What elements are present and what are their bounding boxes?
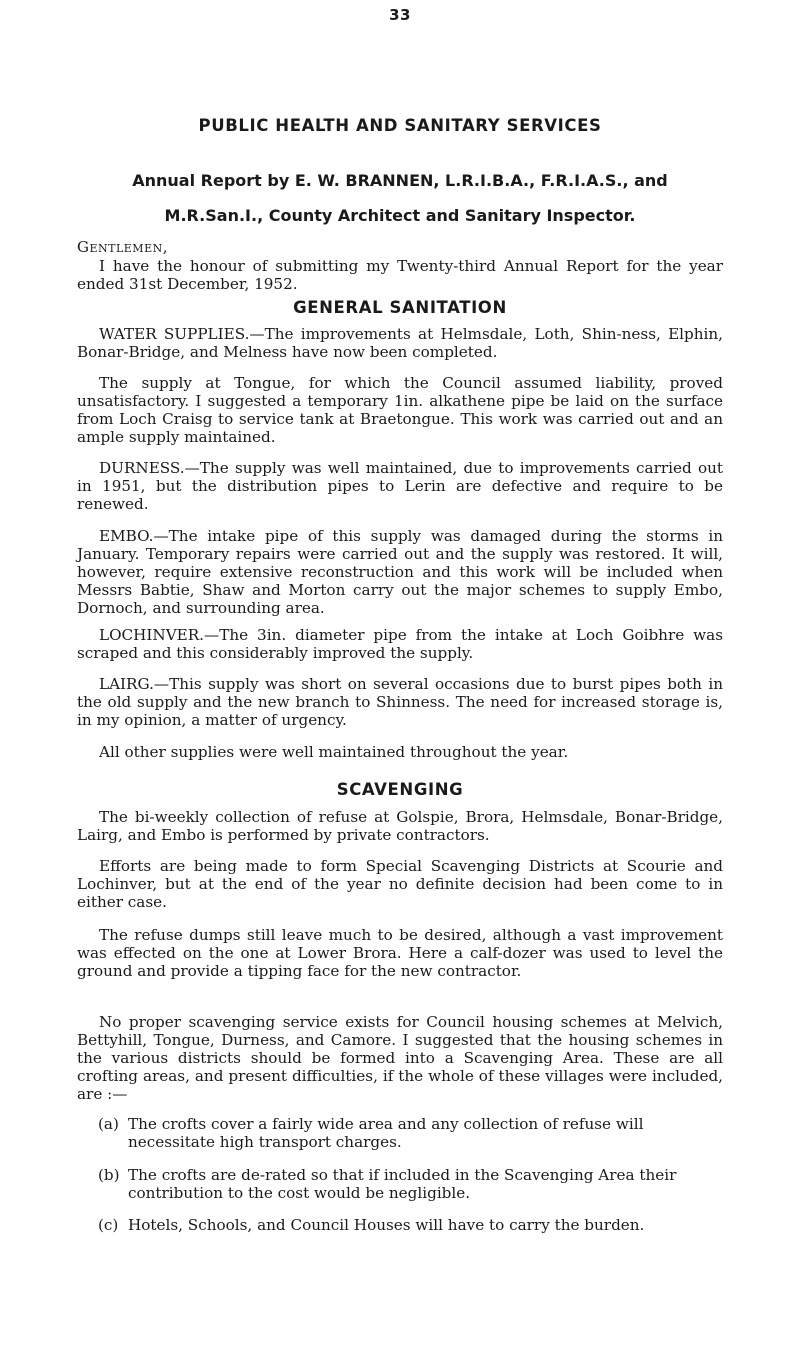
paragraph-other-supplies: All other supplies were well maintained throughout the year. [99,743,569,761]
list-item-text: Hotels, Schools, and Council Houses will have to carry the burden. [128,1216,645,1234]
list-item-text: The crofts are de-rated so that if included in the Scavenging Area their contribution to the cost would be negligible. [128,1166,677,1202]
page-number: 33 [389,6,411,24]
list-marker: (b) [98,1166,120,1184]
page-title: PUBLIC HEALTH AND SANITARY SERVICES [198,116,602,135]
salutation: Gentlemen, [77,238,168,256]
list-item [98,1115,723,1151]
list-item [98,1216,723,1234]
list-marker: (a) [98,1115,119,1133]
paragraph-housing-schemes: No proper scavenging service exists for Council housing schemes at Melvich, Bettyhill, Tongue, Durness, and Camore. I suggested that the housing schemes in the various districts should be formed into a Scavenging Area. These are all crofting areas, and present difficulties, if the whole of these villages were included, are :— [77,1013,723,1103]
paragraph-lochinver: LOCHINVER.—The 3in. diameter pipe from the intake at Loch Goibhre was scraped and this considerably improved the supply. [77,626,723,662]
paragraph-refuse-dumps: The refuse dumps still leave much to be desired, although a vast improvement was effected on the one at Lower Brora. Here a calf-dozer was used to level the ground and provide a tipping face for the new contractor. [77,926,723,980]
paragraph-refuse-collection: The bi-weekly collection of refuse at Golspie, Brora, Helmsdale, Bonar-Bridge, Lairg, and Embo is performed by private contractors. [77,808,723,844]
section-heading-general-sanitation: GENERAL SANITATION [293,298,507,317]
report-author-line-2: M.R.San.I., County Architect and Sanitary Inspector. [164,206,636,225]
paragraph-water-supplies: WATER SUPPLIES.—The improvements at Helmsdale, Loth, Shin-ness, Elphin, Bonar-Bridge, and Melness have now been completed. [77,325,723,361]
paragraph-embo: EMBO.—The intake pipe of this supply was damaged during the storms in January. Temporary repairs were carried out and the supply was restored. It will, however, require extensive reconstruction and this work will be included when Messrs Babtie, Shaw and Morton carry out the major schemes to supply Embo, Dornoch, and surrounding area. [77,527,723,617]
paragraph-durness: DURNESS.—The supply was well maintained, due to improvements carried out in 1951, but the distribution pipes to Lerin are defective and require to be renewed. [77,459,723,513]
paragraph-tongue: The supply at Tongue, for which the Council assumed liability, proved unsatisfactory. I suggested a temporary 1in. alkathene pipe be laid on the surface from Loch Craisg to service tank at Braetongue. This work was carried out and an ample supply maintained. [77,374,723,446]
list-item-text: The crofts cover a fairly wide area and any collection of refuse will necessitate high transport charges. [128,1115,644,1151]
report-author-line-1: Annual Report by E. W. BRANNEN, L.R.I.B.A., F.R.I.A.S., and [132,171,668,190]
paragraph-special-districts: Efforts are being made to form Special Scavenging Districts at Scourie and Lochinver, but at the end of the year no definite decision had been come to in either case. [77,857,723,911]
paragraph-lairg: LAIRG.—This supply was short on several occasions due to burst pipes both in the old supply and the new branch to Shinness. The need for increased storage is, in my opinion, a matter of urgency. [77,675,723,729]
section-heading-scavenging: SCAVENGING [336,780,464,799]
list-marker: (c) [98,1216,119,1234]
intro-paragraph: I have the honour of submitting my Twenty-third Annual Report for the year ended 31st December, 1952. [77,257,723,293]
list-item [98,1166,723,1202]
